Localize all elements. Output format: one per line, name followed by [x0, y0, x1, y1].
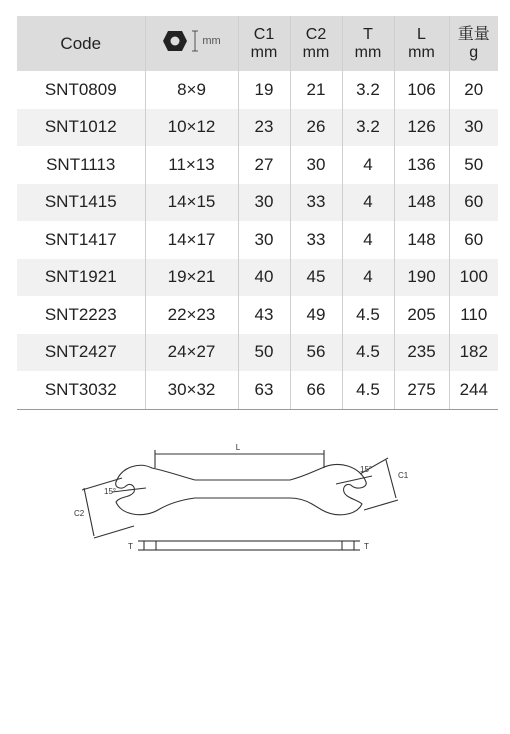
label-c1: C1 [398, 471, 409, 480]
header-c1: C1 mm [238, 16, 290, 71]
wrench-body-outline [116, 464, 367, 514]
table-row: SNT3032 30×32 63 66 4.5 275 244 [17, 371, 498, 409]
label-c2: C2 [74, 509, 85, 518]
wrench-drawing [60, 430, 420, 590]
label-t-right: T [364, 542, 369, 551]
header-row [17, 16, 498, 71]
size-unit-label: mm [202, 35, 221, 47]
label-angle-left: 15° [104, 487, 117, 496]
header-c2: C2 mm [290, 16, 342, 71]
table-row: SNT1921 19×21 40 45 4 190 100 [17, 259, 498, 297]
header-l: L mm [394, 16, 449, 71]
table-row: SNT1415 14×15 30 33 4 148 60 [17, 184, 498, 222]
label-t-left: T [128, 542, 133, 551]
hex-nut-icon [162, 30, 188, 52]
table-row: SNT0809 8×9 19 21 3.2 106 20 [17, 71, 498, 109]
dimension-arrow-icon [191, 30, 199, 52]
label-angle-right: 15° [360, 465, 373, 474]
header-size [145, 16, 238, 71]
spec-table [17, 16, 498, 410]
table-row: SNT2223 22×23 43 49 4.5 205 110 [17, 296, 498, 334]
wrench-side-view [144, 541, 354, 550]
header-code: Code [17, 16, 145, 71]
table-row: SNT1012 10×12 23 26 3.2 126 30 [17, 109, 498, 147]
table-row: SNT2427 24×27 50 56 4.5 235 182 [17, 334, 498, 372]
label-l: L [235, 443, 241, 452]
header-weight: 重量 g [449, 16, 498, 71]
table-row: SNT1113 11×13 27 30 4 136 50 [17, 146, 498, 184]
header-t: T mm [342, 16, 394, 71]
wrench-diagram [60, 430, 420, 590]
table-row: SNT1417 14×17 30 33 4 148 60 [17, 221, 498, 259]
